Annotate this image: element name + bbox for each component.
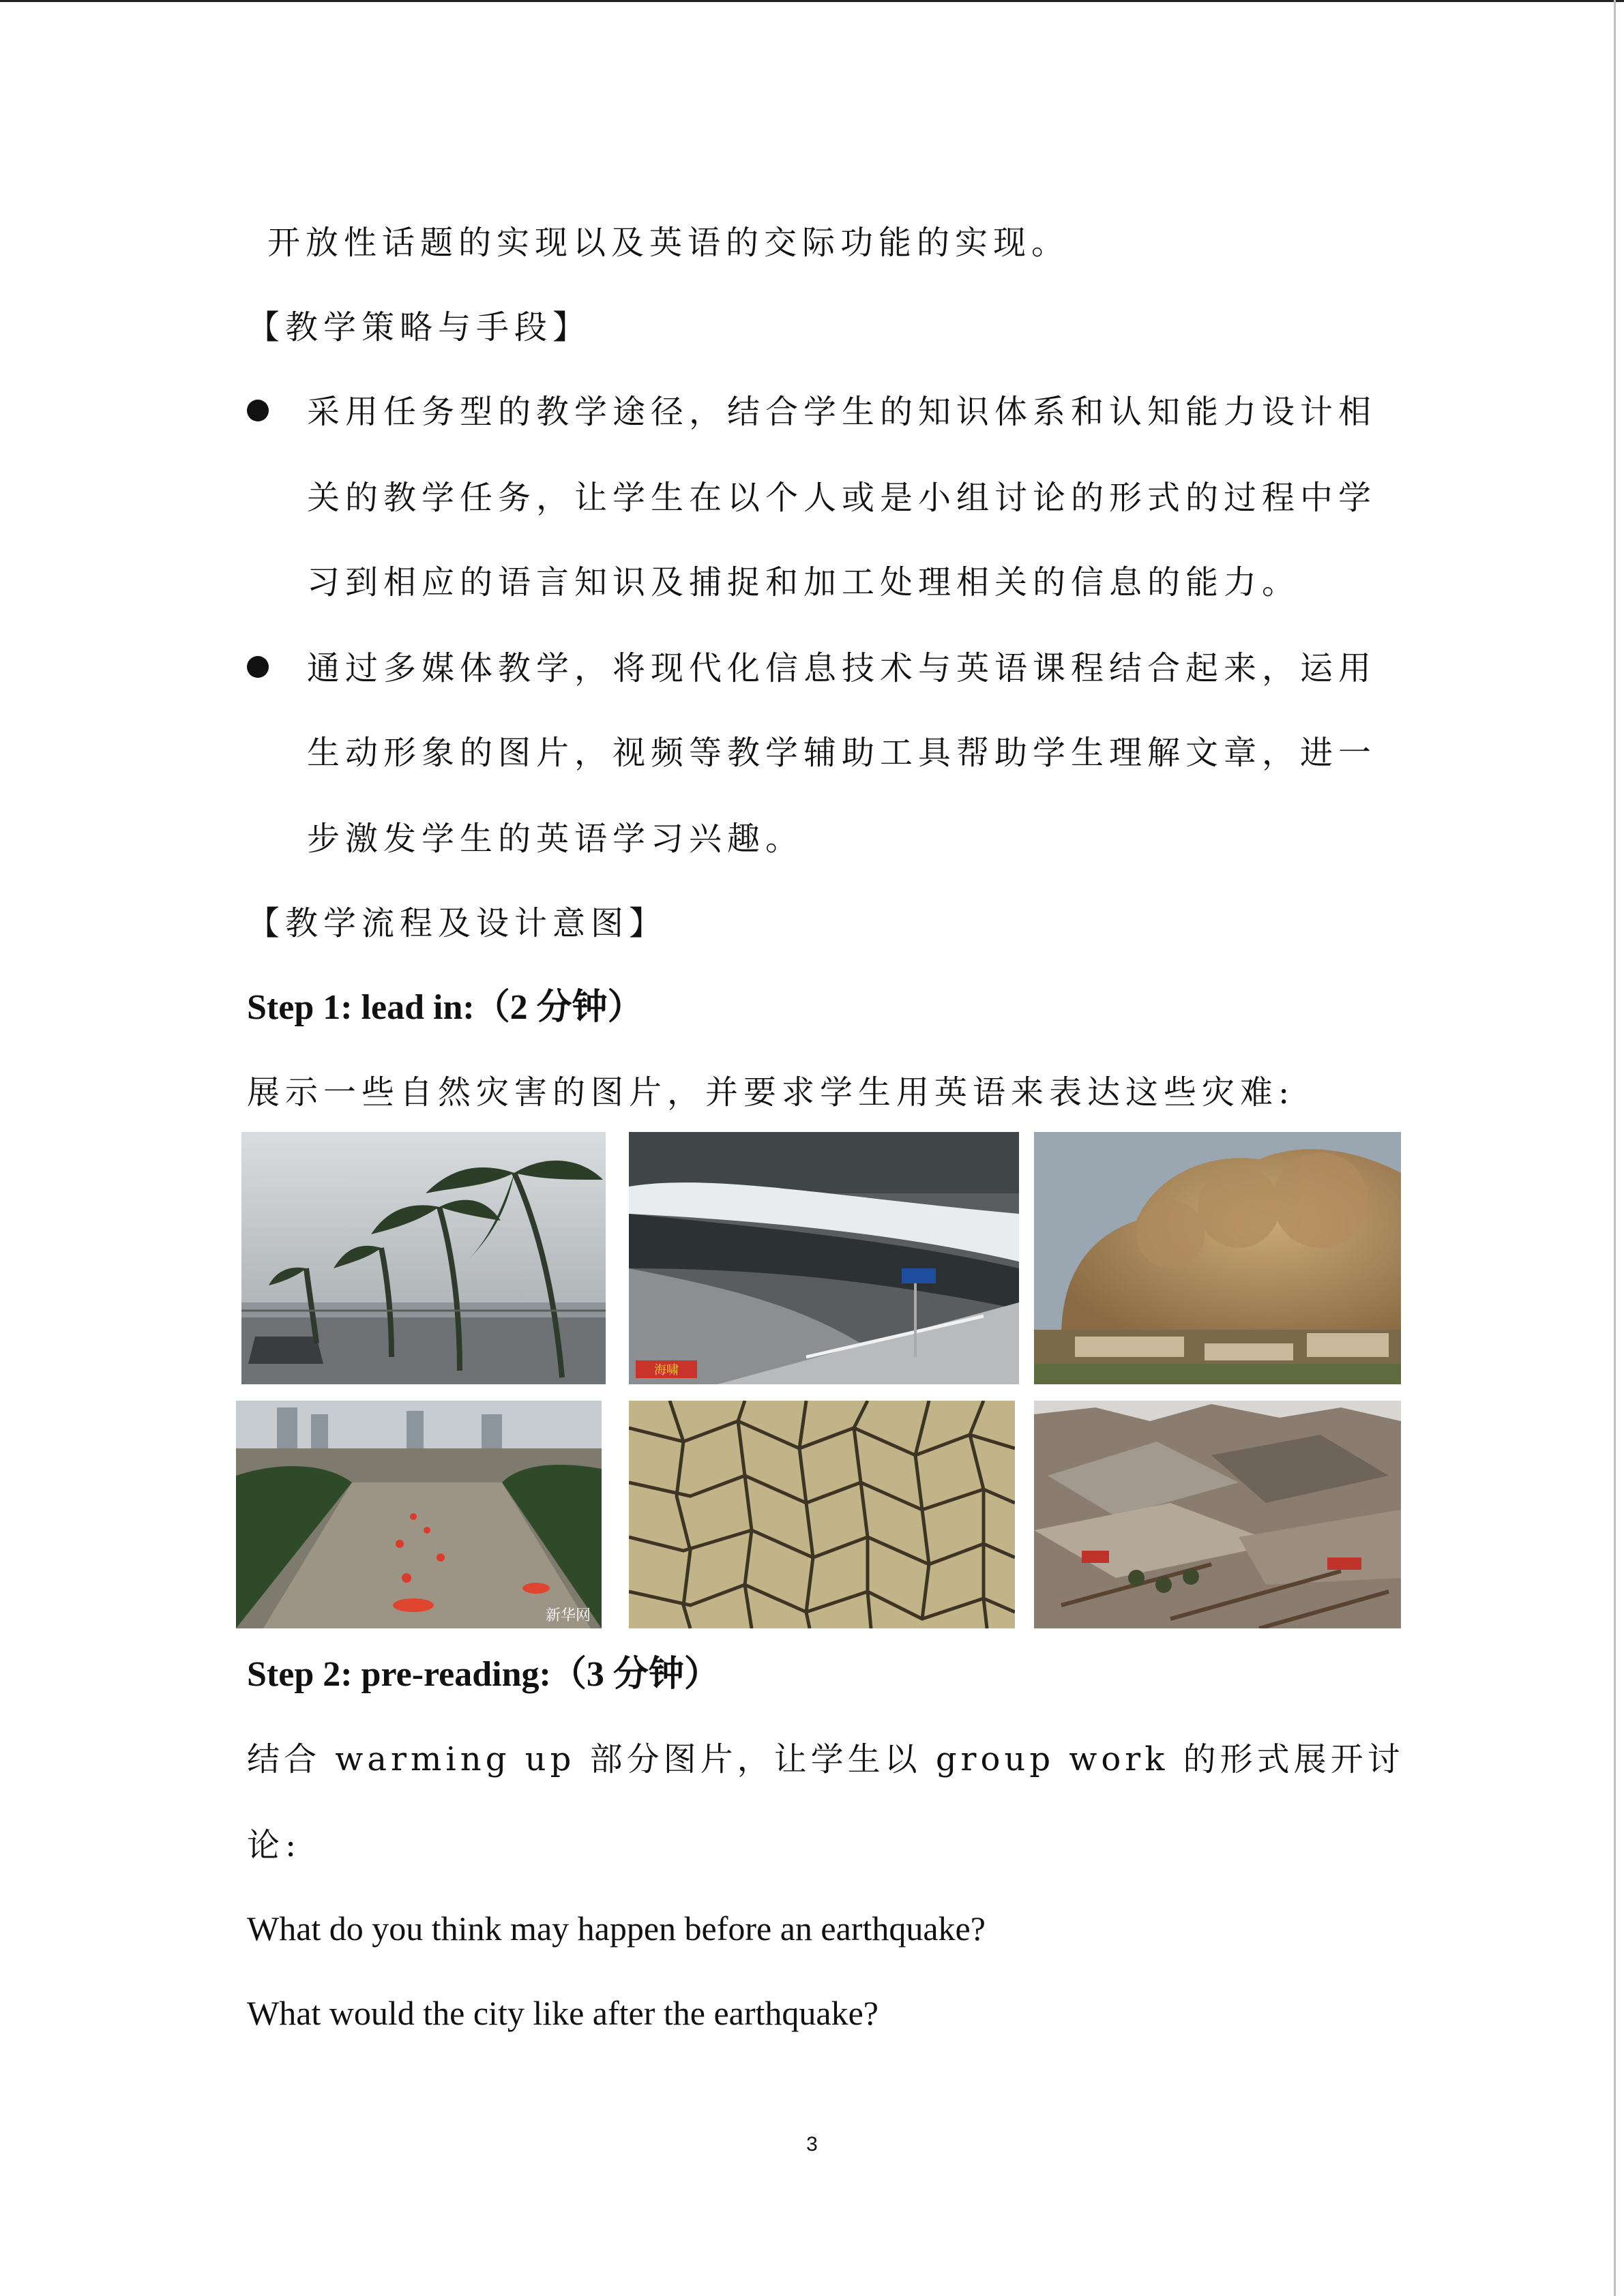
bullet-1-line-2: 关的教学任务，让学生在以个人或是小组讨论的形式的过程中学 (307, 479, 1377, 517)
step-1-heading: Step 1: lead in:（2 分钟） (247, 988, 643, 1027)
sandstorm-photo (1034, 1132, 1401, 1384)
step-2-heading: Step 2: pre-reading:（3 分钟） (247, 1655, 720, 1694)
tsunami-photo (629, 1132, 1019, 1384)
step-2-instruction-line-1: 结合 warming up 部分图片，让学生以 group work 的形式展开讨 (247, 1740, 1404, 1778)
section-heading-strategy: 【教学策略与手段】 (247, 308, 591, 346)
bullet-dot (247, 400, 269, 421)
earthquake-photo (1034, 1401, 1401, 1628)
bullet-2-line-2: 生动形象的图片，视频等教学辅助工具帮助学生理解文章，进一 (307, 734, 1377, 772)
typhoon-photo (241, 1132, 606, 1384)
section-heading-process: 【教学流程及设计意图】 (247, 904, 668, 942)
question-1: What do you think may happen before an earthquake? (247, 1909, 986, 1948)
tsunami-caption: 海啸 (654, 1363, 679, 1377)
step-2-instruction-line-2: 论: (247, 1826, 302, 1864)
flood-photo (236, 1401, 602, 1628)
bullet-1-line-3: 习到相应的语言知识及捕捉和加工处理相关的信息的能力。 (307, 563, 1301, 601)
bullet-2-line-3: 步激发学生的英语学习兴趣。 (307, 820, 804, 858)
bullet-dot (247, 656, 269, 678)
page-right-border (1614, 0, 1616, 2296)
question-2: What would the city like after the earthquake? (247, 1994, 879, 2032)
intro-line: 开放性话题的实现以及英语的交际功能的实现。 (267, 224, 1070, 262)
step-1-instruction: 展示一些自然灾害的图片，并要求学生用英语来表达这些灾难: (247, 1073, 1295, 1112)
bullet-1-line-1: 采用任务型的教学途径，结合学生的知识体系和认知能力设计相 (307, 393, 1377, 431)
page-number: 3 (806, 2133, 818, 2156)
bullet-2-line-1: 通过多媒体教学，将现代化信息技术与英语课程结合起来，运用 (307, 649, 1377, 687)
drought-photo (629, 1401, 1015, 1628)
flood-watermark: 新华网 (545, 1607, 591, 1624)
page-top-border (0, 0, 1624, 2)
